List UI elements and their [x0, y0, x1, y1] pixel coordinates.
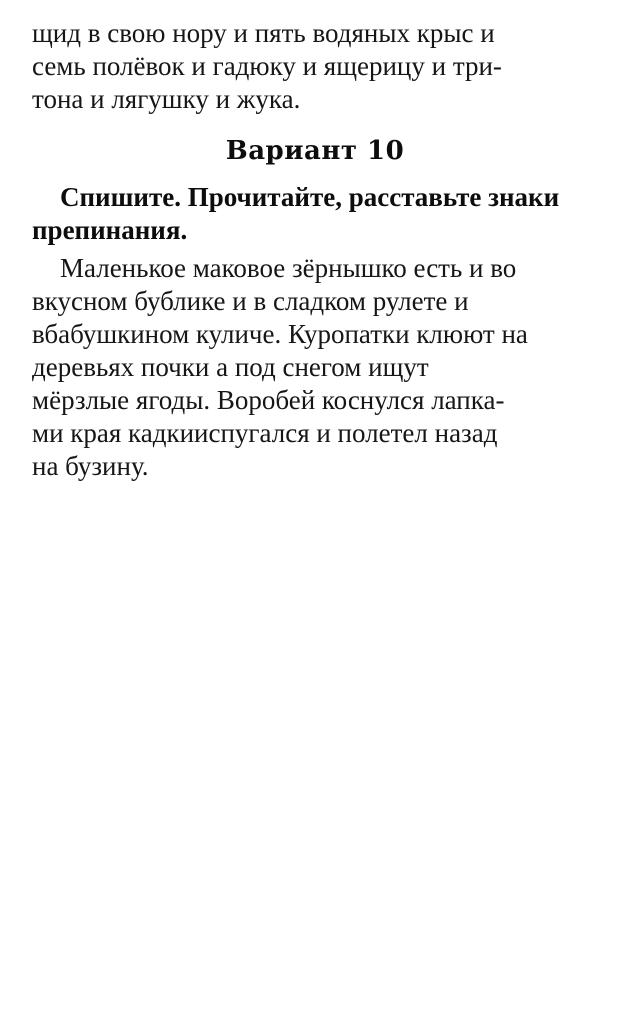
- exercise-text-line-4: деревьях почки а под снегом ищут: [32, 352, 429, 382]
- task-instruction-line-2: препинания.: [32, 215, 188, 245]
- previous-text-line-2: семь полёвок и гадюку и ящерицу и три-: [32, 51, 502, 81]
- exercise-text-line-6: ми края кадкииспугался и полетел назад: [32, 418, 498, 448]
- exercise-text-line-3: вбабушкином куличе. Куропатки клюют на: [32, 319, 528, 349]
- previous-text-line-1: щид в свою нору и пять водяных крыс и: [32, 18, 495, 48]
- exercise-text-line-2: вкусном бублике и в сладком рулете и: [32, 286, 469, 316]
- exercise-text-line-5: мёрзлые ягоды. Воробей коснулся лапка-: [32, 385, 505, 415]
- variant-heading: Вариант 10: [225, 136, 405, 166]
- exercise-text-line-7: на бузину.: [32, 451, 149, 481]
- previous-text-line-3: тона и лягушку и жука.: [32, 84, 301, 114]
- exercise-text-line-1: Маленькое маковое зёрнышко есть и во: [60, 253, 517, 283]
- task-instruction-line-1: Спишите. Прочитайте, расставьте знаки: [60, 182, 560, 212]
